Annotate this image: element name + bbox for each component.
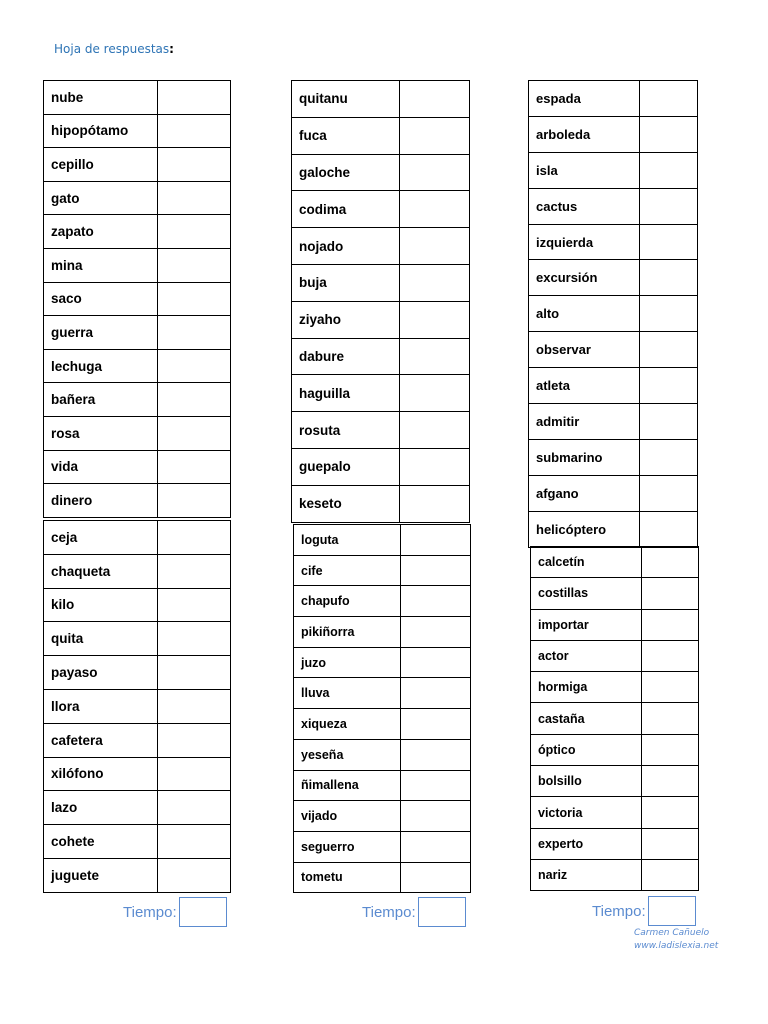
table-row	[531, 766, 699, 797]
answer-cell[interactable]	[400, 448, 470, 485]
table-row	[529, 439, 698, 475]
timer-col2	[362, 897, 466, 927]
table-row	[44, 825, 231, 859]
credits	[634, 927, 718, 953]
answer-cell[interactable]	[401, 770, 471, 801]
word-cell: lazo	[44, 791, 158, 825]
table-row	[529, 296, 698, 332]
word-cell: victoria	[531, 797, 642, 828]
answer-cell[interactable]	[158, 554, 231, 588]
table-row	[44, 215, 231, 249]
table-row	[44, 521, 231, 555]
word-cell: pikiñorra	[294, 617, 401, 648]
word-cell: espada	[529, 81, 640, 117]
table-row	[44, 723, 231, 757]
word-cell: actor	[531, 640, 642, 671]
table-row	[44, 757, 231, 791]
answer-cell[interactable]	[158, 316, 231, 350]
word-cell: dabure	[292, 338, 400, 375]
word-cell: hormiga	[531, 672, 642, 703]
answer-cell[interactable]	[401, 739, 471, 770]
table-row	[44, 416, 231, 450]
table-row	[44, 588, 231, 622]
answer-cell[interactable]	[400, 191, 470, 228]
answer-cell[interactable]	[158, 81, 231, 115]
table-row	[529, 368, 698, 404]
answer-cell[interactable]	[158, 349, 231, 383]
answer-cell[interactable]	[640, 475, 698, 511]
answer-cell[interactable]	[640, 332, 698, 368]
word-cell: cactus	[529, 188, 640, 224]
answer-cell[interactable]	[158, 858, 231, 892]
word-cell: importar	[531, 609, 642, 640]
answer-cell[interactable]	[640, 511, 698, 547]
answer-cell[interactable]	[400, 301, 470, 338]
table-row	[292, 228, 470, 265]
word-cell: submarino	[529, 439, 640, 475]
answer-cell[interactable]	[158, 114, 231, 148]
word-cell: cohete	[44, 825, 158, 859]
answer-cell[interactable]	[158, 282, 231, 316]
answer-cell[interactable]	[642, 547, 699, 578]
table-row	[531, 703, 699, 734]
table-row	[44, 383, 231, 417]
table-row	[44, 181, 231, 215]
page-title: Hoja de respuestas	[54, 42, 170, 56]
word-cell: bolsillo	[531, 766, 642, 797]
table-row	[292, 117, 470, 154]
answer-cell[interactable]	[401, 831, 471, 862]
answer-cell[interactable]	[400, 375, 470, 412]
word-cell: experto	[531, 828, 642, 859]
table-row	[294, 678, 471, 709]
word-cell: vijado	[294, 801, 401, 832]
word-cell: buja	[292, 264, 400, 301]
word-cell: codima	[292, 191, 400, 228]
word-cell: juguete	[44, 858, 158, 892]
table-row	[529, 224, 698, 260]
answer-cell[interactable]	[400, 338, 470, 375]
answer-cell[interactable]	[158, 791, 231, 825]
word-cell: dinero	[44, 484, 158, 518]
table-row	[294, 770, 471, 801]
table-row	[529, 81, 698, 117]
table-row	[44, 248, 231, 282]
table-row	[294, 525, 471, 556]
word-cell: nojado	[292, 228, 400, 265]
word-cell: admitir	[529, 404, 640, 440]
table-row	[44, 450, 231, 484]
table-row	[292, 485, 470, 522]
table-row	[44, 484, 231, 518]
table-row	[294, 831, 471, 862]
word-cell: óptico	[531, 734, 642, 765]
word-cell: helicóptero	[529, 511, 640, 547]
table-row	[529, 116, 698, 152]
timer-label: Tiempo:	[123, 903, 177, 921]
word-cell: kilo	[44, 588, 158, 622]
word-cell: rosuta	[292, 412, 400, 449]
word-cell: excursión	[529, 260, 640, 296]
table-row	[529, 260, 698, 296]
word-cell: payaso	[44, 656, 158, 690]
word-table-col3-bottom	[530, 546, 699, 891]
word-cell: bañera	[44, 383, 158, 417]
word-cell: fuca	[292, 117, 400, 154]
table-row	[529, 475, 698, 511]
answer-cell[interactable]	[158, 825, 231, 859]
answer-cell[interactable]	[400, 412, 470, 449]
answer-cell[interactable]	[642, 672, 699, 703]
word-cell: cepillo	[44, 148, 158, 182]
table-row	[529, 188, 698, 224]
answer-cell[interactable]	[400, 81, 470, 118]
answer-cell[interactable]	[640, 368, 698, 404]
answer-cell[interactable]	[401, 647, 471, 678]
answer-cell[interactable]	[640, 224, 698, 260]
timer-label: Tiempo:	[362, 903, 416, 921]
answer-cell[interactable]	[640, 439, 698, 475]
answer-cell[interactable]	[642, 578, 699, 609]
table-row	[44, 349, 231, 383]
answer-cell[interactable]	[158, 248, 231, 282]
answer-cell[interactable]	[158, 723, 231, 757]
table-row	[44, 148, 231, 182]
table-row	[531, 672, 699, 703]
table-row	[44, 791, 231, 825]
answer-cell[interactable]	[642, 859, 699, 890]
word-cell: lluva	[294, 678, 401, 709]
answer-cell[interactable]	[640, 404, 698, 440]
table-row	[531, 609, 699, 640]
answer-cell[interactable]	[640, 260, 698, 296]
word-cell: quitanu	[292, 81, 400, 118]
word-cell: yeseña	[294, 739, 401, 770]
table-row	[531, 547, 699, 578]
answer-cell[interactable]	[401, 801, 471, 832]
table-row	[531, 640, 699, 671]
word-cell: loguta	[294, 525, 401, 556]
answer-cell[interactable]	[642, 734, 699, 765]
answer-cell[interactable]	[640, 81, 698, 117]
page-title-colon: :	[169, 42, 174, 56]
table-row	[529, 332, 698, 368]
table-row	[294, 739, 471, 770]
word-cell: zapato	[44, 215, 158, 249]
answer-cell[interactable]	[401, 555, 471, 586]
answer-cell[interactable]	[401, 678, 471, 709]
word-cell: llora	[44, 689, 158, 723]
word-cell: galoche	[292, 154, 400, 191]
word-cell: ziyaho	[292, 301, 400, 338]
answer-cell[interactable]	[158, 622, 231, 656]
word-table-col2-bottom	[293, 524, 471, 893]
word-table-col1-bottom	[43, 520, 231, 893]
word-cell: tometu	[294, 862, 401, 893]
answer-cell[interactable]	[401, 862, 471, 893]
word-cell: xiqueza	[294, 709, 401, 740]
table-row	[294, 555, 471, 586]
answer-cell[interactable]	[640, 188, 698, 224]
table-row	[294, 617, 471, 648]
table-row	[44, 858, 231, 892]
word-table-col1-top	[43, 80, 231, 518]
word-cell: ceja	[44, 521, 158, 555]
credits-author: Carmen Cañuelo	[634, 928, 710, 938]
table-row	[292, 448, 470, 485]
word-cell: afgano	[529, 475, 640, 511]
answer-cell[interactable]	[158, 383, 231, 417]
answer-cell[interactable]	[642, 797, 699, 828]
answer-cell[interactable]	[158, 148, 231, 182]
answer-cell[interactable]	[400, 264, 470, 301]
word-cell: chaqueta	[44, 554, 158, 588]
table-row	[292, 191, 470, 228]
word-cell: guepalo	[292, 448, 400, 485]
answer-cell[interactable]	[158, 416, 231, 450]
word-cell: arboleda	[529, 116, 640, 152]
answer-cell[interactable]	[158, 521, 231, 555]
table-row	[44, 689, 231, 723]
word-cell: alto	[529, 296, 640, 332]
answer-cell[interactable]	[401, 617, 471, 648]
word-cell: calcetín	[531, 547, 642, 578]
table-row	[44, 81, 231, 115]
word-cell: izquierda	[529, 224, 640, 260]
timer-box[interactable]	[179, 897, 227, 927]
answer-cell[interactable]	[158, 215, 231, 249]
word-cell: nariz	[531, 859, 642, 890]
answer-cell[interactable]	[640, 296, 698, 332]
table-row	[292, 154, 470, 191]
answer-cell[interactable]	[400, 485, 470, 522]
answer-cell[interactable]	[642, 609, 699, 640]
word-cell: atleta	[529, 368, 640, 404]
credits-website: www.ladislexia.net	[634, 941, 719, 951]
table-row	[294, 586, 471, 617]
answer-cell[interactable]	[640, 116, 698, 152]
table-row	[292, 301, 470, 338]
answer-cell[interactable]	[158, 689, 231, 723]
timer-col3	[592, 896, 696, 926]
table-row	[531, 797, 699, 828]
table-row	[44, 622, 231, 656]
word-cell: rosa	[44, 416, 158, 450]
word-cell: cife	[294, 555, 401, 586]
answer-cell[interactable]	[401, 709, 471, 740]
answer-cell[interactable]	[642, 828, 699, 859]
word-cell: gato	[44, 181, 158, 215]
table-row	[294, 862, 471, 893]
word-cell: lechuga	[44, 349, 158, 383]
word-cell: keseto	[292, 485, 400, 522]
table-row	[531, 734, 699, 765]
table-row	[294, 647, 471, 678]
answer-cell[interactable]	[400, 154, 470, 191]
word-table-col3-top	[528, 80, 698, 548]
answer-cell[interactable]	[640, 152, 698, 188]
table-row	[529, 404, 698, 440]
table-row	[44, 656, 231, 690]
answer-cell[interactable]	[642, 640, 699, 671]
word-cell: guerra	[44, 316, 158, 350]
table-row	[292, 81, 470, 118]
answer-cell[interactable]	[158, 656, 231, 690]
table-row	[44, 282, 231, 316]
page-header	[54, 42, 174, 56]
timer-label: Tiempo:	[592, 902, 646, 920]
table-row	[44, 114, 231, 148]
table-row	[531, 828, 699, 859]
answer-cell[interactable]	[158, 484, 231, 518]
word-cell: quita	[44, 622, 158, 656]
timer-box[interactable]	[418, 897, 466, 927]
word-cell: vida	[44, 450, 158, 484]
answer-cell[interactable]	[158, 757, 231, 791]
table-row	[292, 338, 470, 375]
word-table-col2-top	[291, 80, 470, 523]
word-cell: cafetera	[44, 723, 158, 757]
word-cell: seguerro	[294, 831, 401, 862]
table-row	[531, 578, 699, 609]
word-cell: saco	[44, 282, 158, 316]
word-cell: ñimallena	[294, 770, 401, 801]
word-cell: xilófono	[44, 757, 158, 791]
answer-cell[interactable]	[401, 586, 471, 617]
word-cell: nube	[44, 81, 158, 115]
answer-cell[interactable]	[642, 766, 699, 797]
timer-box[interactable]	[648, 896, 696, 926]
answer-cell[interactable]	[400, 117, 470, 154]
answer-cell[interactable]	[400, 228, 470, 265]
table-row	[529, 152, 698, 188]
table-row	[531, 859, 699, 890]
table-row	[294, 709, 471, 740]
word-cell: hipopótamo	[44, 114, 158, 148]
word-cell: mina	[44, 248, 158, 282]
word-cell: observar	[529, 332, 640, 368]
timer-col1	[123, 897, 227, 927]
table-row	[44, 554, 231, 588]
answer-cell[interactable]	[158, 181, 231, 215]
table-row	[44, 316, 231, 350]
table-row	[292, 264, 470, 301]
table-row	[294, 801, 471, 832]
word-cell: juzo	[294, 647, 401, 678]
answer-cell[interactable]	[642, 703, 699, 734]
table-row	[292, 412, 470, 449]
word-cell: isla	[529, 152, 640, 188]
answer-cell[interactable]	[158, 588, 231, 622]
word-cell: costillas	[531, 578, 642, 609]
word-cell: castaña	[531, 703, 642, 734]
answer-cell[interactable]	[401, 525, 471, 556]
word-cell: chapufo	[294, 586, 401, 617]
table-row	[292, 375, 470, 412]
table-row	[529, 511, 698, 547]
word-cell: haguilla	[292, 375, 400, 412]
answer-cell[interactable]	[158, 450, 231, 484]
